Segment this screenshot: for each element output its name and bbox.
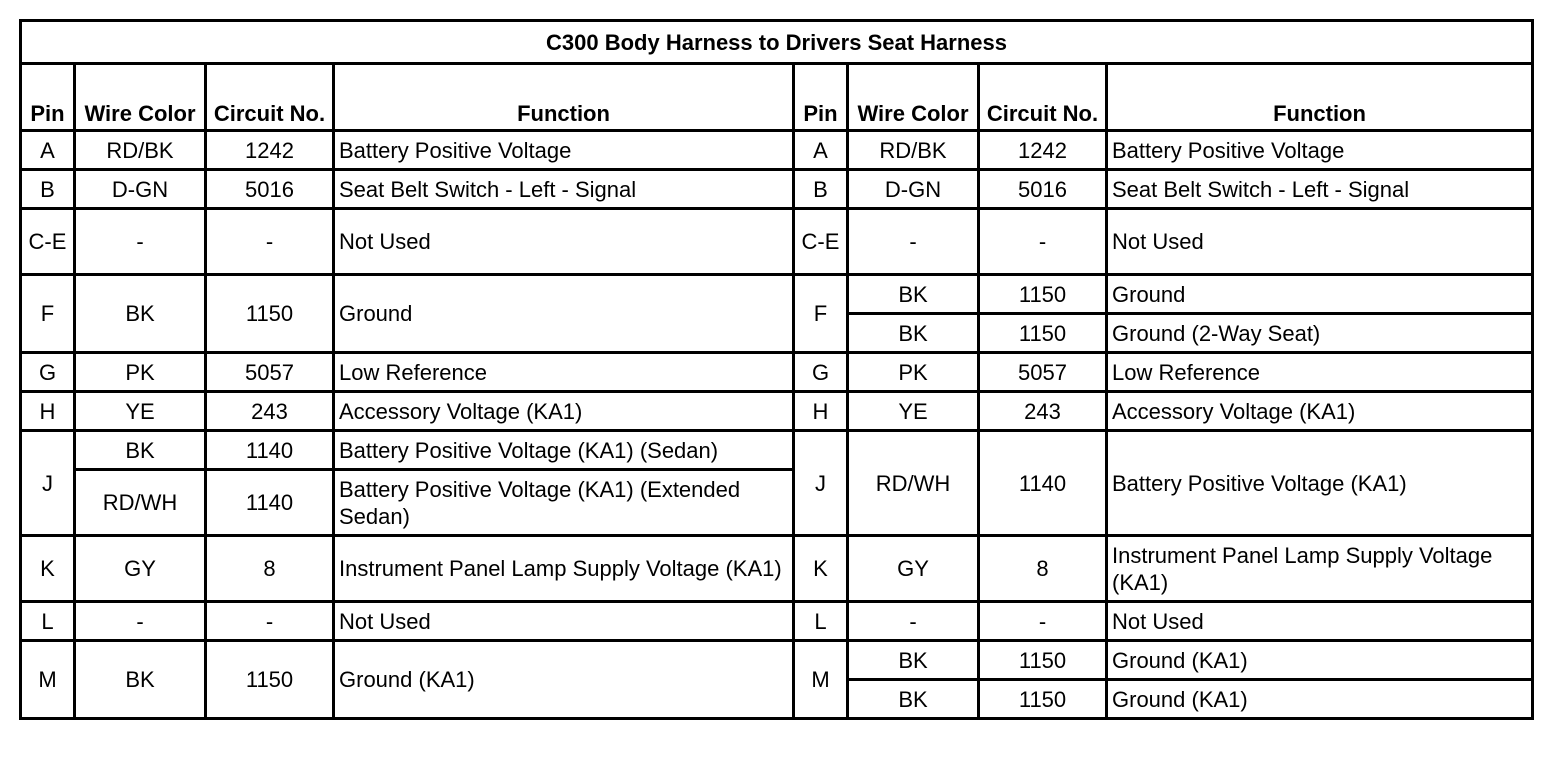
right-circuit-cell: - bbox=[979, 602, 1107, 641]
table-row-pin-l bbox=[21, 602, 1533, 641]
left-pin-cell: C-E bbox=[21, 209, 75, 275]
left-circuit-cell: 1150 bbox=[206, 641, 334, 719]
left-pin-cell: A bbox=[21, 131, 75, 170]
right-wire-color-cell: - bbox=[848, 209, 979, 275]
left-function-cell: Ground (KA1) bbox=[334, 641, 794, 719]
left-wire-color-cell: BK bbox=[75, 431, 206, 470]
left-wire-color-cell: D-GN bbox=[75, 170, 206, 209]
left-function-cell: Not Used bbox=[334, 209, 794, 275]
left-circuit-cell: 1150 bbox=[206, 275, 334, 353]
right-pin-cell: B bbox=[794, 170, 848, 209]
right-circuit-cell: 5016 bbox=[979, 170, 1107, 209]
right-function-cell: Seat Belt Switch - Left - Signal bbox=[1107, 170, 1533, 209]
left-wire-color-header: Wire Color bbox=[75, 64, 206, 131]
right-function-cell: Not Used bbox=[1107, 209, 1533, 275]
left-pin-cell: B bbox=[21, 170, 75, 209]
right-pin-cell: J bbox=[794, 431, 848, 536]
left-function-cell: Battery Positive Voltage (KA1) (Extended Sedan) bbox=[334, 470, 794, 536]
left-pin-cell: M bbox=[21, 641, 75, 719]
left-pin-header: Pin bbox=[21, 64, 75, 131]
right-wire-color-cell: RD/BK bbox=[848, 131, 979, 170]
left-function-cell: Low Reference bbox=[334, 353, 794, 392]
table-row-pin-f bbox=[21, 275, 1533, 314]
right-wire-color-cell: RD/WH bbox=[848, 431, 979, 536]
right-function-cell: Instrument Panel Lamp Supply Voltage (KA1) bbox=[1107, 536, 1533, 602]
right-circuit-cell: 1150 bbox=[979, 314, 1107, 353]
left-circuit-cell: - bbox=[206, 209, 334, 275]
right-circuit-cell: 1242 bbox=[979, 131, 1107, 170]
right-function-cell: Battery Positive Voltage (KA1) bbox=[1107, 431, 1533, 536]
right-circuit-cell: 5057 bbox=[979, 353, 1107, 392]
left-circuit-cell: 243 bbox=[206, 392, 334, 431]
left-pin-cell: H bbox=[21, 392, 75, 431]
right-function-header: Function bbox=[1107, 64, 1533, 131]
left-function-cell: Ground bbox=[334, 275, 794, 353]
left-pin-cell: J bbox=[21, 431, 75, 536]
left-pin-cell: L bbox=[21, 602, 75, 641]
right-wire-color-cell: YE bbox=[848, 392, 979, 431]
right-pin-cell: H bbox=[794, 392, 848, 431]
left-wire-color-cell: BK bbox=[75, 641, 206, 719]
right-function-cell: Battery Positive Voltage bbox=[1107, 131, 1533, 170]
right-pin-cell: M bbox=[794, 641, 848, 719]
table-row-pin-j bbox=[21, 431, 1533, 470]
right-wire-color-cell: BK bbox=[848, 275, 979, 314]
table-row-pin-m bbox=[21, 641, 1533, 680]
right-pin-cell: C-E bbox=[794, 209, 848, 275]
left-function-header: Function bbox=[334, 64, 794, 131]
right-wire-color-header: Wire Color bbox=[848, 64, 979, 131]
right-function-cell: Ground (KA1) bbox=[1107, 641, 1533, 680]
right-wire-color-cell: GY bbox=[848, 536, 979, 602]
left-function-cell: Instrument Panel Lamp Supply Voltage (KA1) bbox=[334, 536, 794, 602]
connector-pinout-table bbox=[19, 19, 1534, 720]
left-circuit-header: Circuit No. bbox=[206, 64, 334, 131]
left-wire-color-cell: - bbox=[75, 209, 206, 275]
table-row-pin-h bbox=[21, 392, 1533, 431]
right-function-cell: Accessory Voltage (KA1) bbox=[1107, 392, 1533, 431]
right-circuit-cell: 8 bbox=[979, 536, 1107, 602]
right-wire-color-cell: BK bbox=[848, 641, 979, 680]
right-circuit-cell: 1150 bbox=[979, 680, 1107, 719]
left-pin-cell: G bbox=[21, 353, 75, 392]
right-wire-color-cell: BK bbox=[848, 680, 979, 719]
right-function-cell: Ground bbox=[1107, 275, 1533, 314]
table-row-pin-a bbox=[21, 131, 1533, 170]
right-function-cell: Ground (KA1) bbox=[1107, 680, 1533, 719]
left-circuit-cell: 1140 bbox=[206, 470, 334, 536]
left-circuit-cell: 5057 bbox=[206, 353, 334, 392]
right-circuit-header: Circuit No. bbox=[979, 64, 1107, 131]
table-row-pin-c-e bbox=[21, 209, 1533, 275]
left-pin-cell: F bbox=[21, 275, 75, 353]
left-wire-color-cell: BK bbox=[75, 275, 206, 353]
right-circuit-cell: 243 bbox=[979, 392, 1107, 431]
left-pin-cell: K bbox=[21, 536, 75, 602]
left-function-cell: Seat Belt Switch - Left - Signal bbox=[334, 170, 794, 209]
left-function-cell: Not Used bbox=[334, 602, 794, 641]
right-function-cell: Not Used bbox=[1107, 602, 1533, 641]
table-row-pin-g bbox=[21, 353, 1533, 392]
left-wire-color-cell: YE bbox=[75, 392, 206, 431]
left-function-cell: Accessory Voltage (KA1) bbox=[334, 392, 794, 431]
left-circuit-cell: 5016 bbox=[206, 170, 334, 209]
right-circuit-cell: 1150 bbox=[979, 641, 1107, 680]
right-circuit-cell: 1150 bbox=[979, 275, 1107, 314]
right-circuit-cell: 1140 bbox=[979, 431, 1107, 536]
right-wire-color-cell: - bbox=[848, 602, 979, 641]
right-pin-cell: K bbox=[794, 536, 848, 602]
left-wire-color-cell: - bbox=[75, 602, 206, 641]
left-wire-color-cell: PK bbox=[75, 353, 206, 392]
left-circuit-cell: - bbox=[206, 602, 334, 641]
right-pin-cell: F bbox=[794, 275, 848, 353]
left-wire-color-cell: RD/BK bbox=[75, 131, 206, 170]
right-pin-cell: L bbox=[794, 602, 848, 641]
right-pin-cell: G bbox=[794, 353, 848, 392]
right-wire-color-cell: PK bbox=[848, 353, 979, 392]
left-circuit-cell: 1242 bbox=[206, 131, 334, 170]
right-pin-header: Pin bbox=[794, 64, 848, 131]
right-function-cell: Low Reference bbox=[1107, 353, 1533, 392]
right-wire-color-cell: D-GN bbox=[848, 170, 979, 209]
left-circuit-cell: 8 bbox=[206, 536, 334, 602]
connector-table-container bbox=[19, 19, 1534, 720]
left-function-cell: Battery Positive Voltage bbox=[334, 131, 794, 170]
table-row-pin-b bbox=[21, 170, 1533, 209]
right-function-cell: Ground (2-Way Seat) bbox=[1107, 314, 1533, 353]
left-function-cell: Battery Positive Voltage (KA1) (Sedan) bbox=[334, 431, 794, 470]
table-row-pin-k bbox=[21, 536, 1533, 602]
table-title: C300 Body Harness to Drivers Seat Harness bbox=[21, 21, 1533, 64]
right-pin-cell: A bbox=[794, 131, 848, 170]
right-wire-color-cell: BK bbox=[848, 314, 979, 353]
right-circuit-cell: - bbox=[979, 209, 1107, 275]
left-wire-color-cell: GY bbox=[75, 536, 206, 602]
left-wire-color-cell: RD/WH bbox=[75, 470, 206, 536]
header-row bbox=[21, 64, 1533, 131]
left-circuit-cell: 1140 bbox=[206, 431, 334, 470]
